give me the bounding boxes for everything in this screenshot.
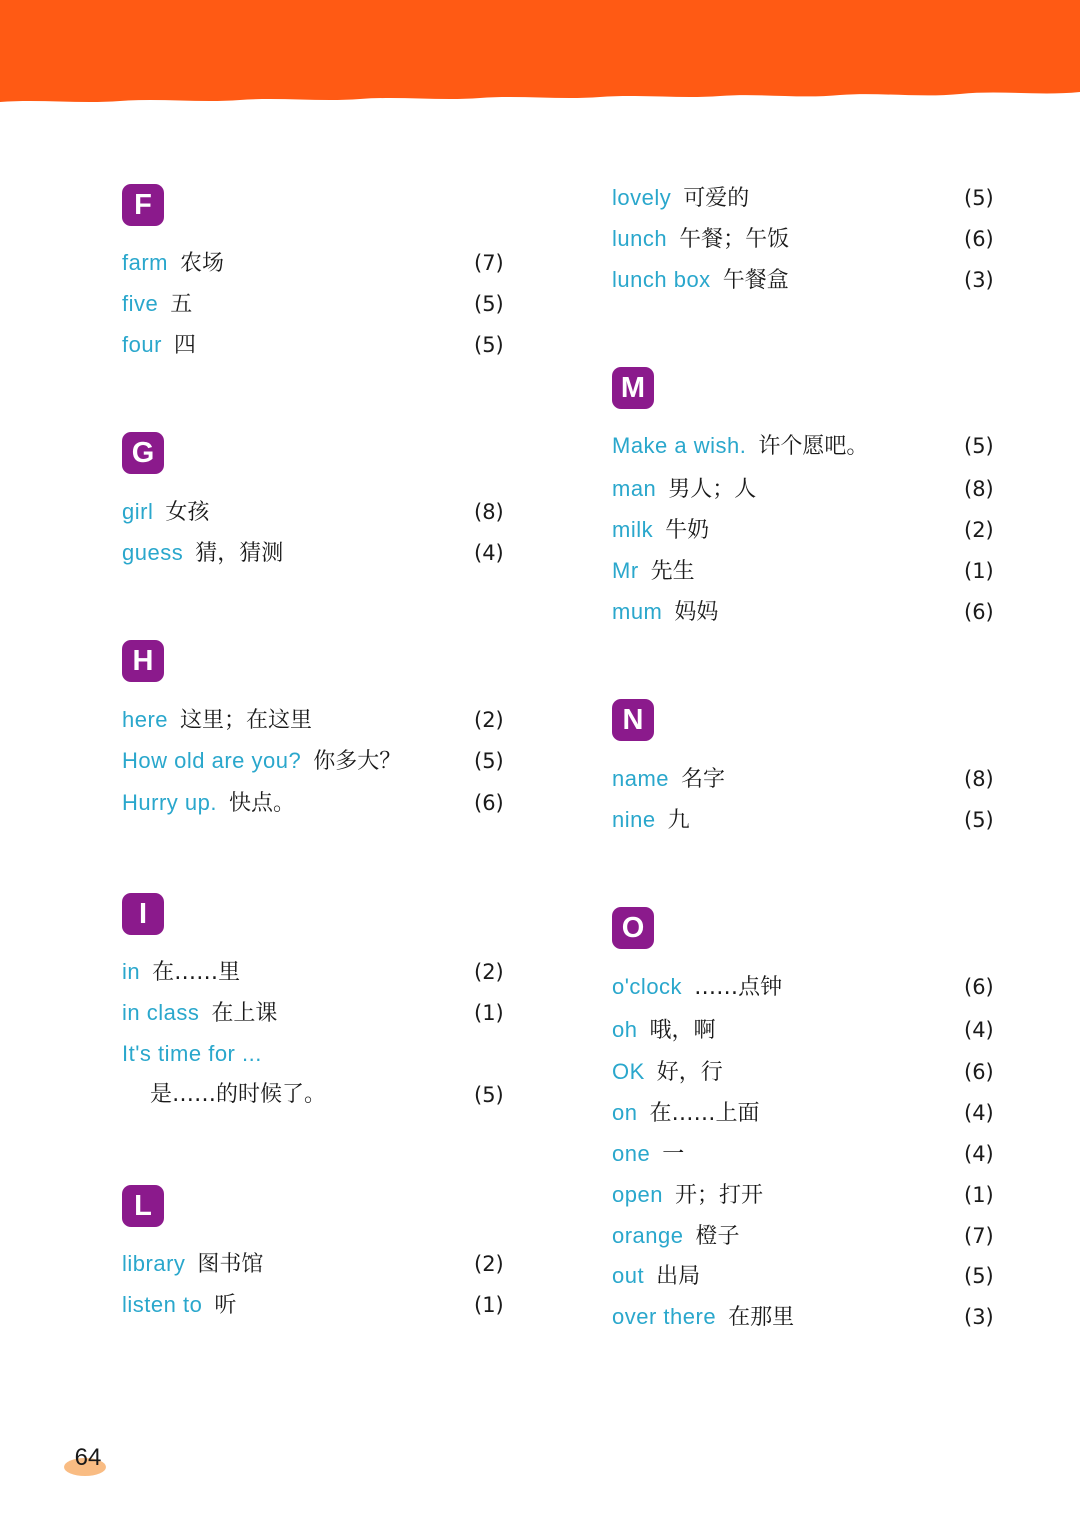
- list-item: [612, 515, 709, 545]
- list-item: [122, 248, 224, 278]
- unit-number: (5): [964, 808, 994, 832]
- chinese-meaning: 一: [662, 1142, 685, 1167]
- chinese-meaning: 图书馆: [197, 1252, 264, 1277]
- chinese-meaning: 九: [667, 808, 690, 833]
- top-decorative-band: [0, 0, 1080, 110]
- list-item: [612, 474, 756, 504]
- unit-number: (5): [964, 434, 994, 458]
- list-item: [122, 957, 240, 987]
- letter-badge-m: M: [612, 367, 654, 409]
- unit-number: (2): [964, 518, 994, 542]
- unit-number: (6): [964, 227, 994, 251]
- chinese-meaning: 女孩: [165, 500, 210, 525]
- unit-number: (6): [964, 975, 994, 999]
- chinese-meaning: 名字: [681, 767, 726, 792]
- list-item: [612, 224, 789, 254]
- unit-number: (7): [964, 1224, 994, 1248]
- list-item: [612, 1302, 794, 1332]
- letter-badge-g: G: [122, 432, 164, 474]
- english-word: milk: [612, 517, 654, 542]
- letter-badge-i: I: [122, 893, 164, 935]
- english-word: one: [612, 1141, 651, 1166]
- chinese-meaning: 男人；人: [668, 477, 757, 502]
- english-word: lovely: [612, 185, 672, 210]
- unit-number: (2): [474, 1252, 504, 1276]
- chinese-meaning: 你多大？: [313, 749, 402, 774]
- unit-number: (6): [964, 600, 994, 624]
- english-word: out: [612, 1263, 645, 1288]
- unit-number: (5): [474, 333, 504, 357]
- letter-badge-f: F: [122, 184, 164, 226]
- unit-number: (3): [964, 268, 994, 292]
- chinese-meaning: 午餐盒: [722, 268, 789, 293]
- chinese-meaning: 可爱的: [683, 186, 750, 211]
- english-word: in class: [122, 1000, 200, 1025]
- unit-number: (6): [474, 791, 504, 815]
- list-item: [612, 1180, 763, 1210]
- list-item: [612, 265, 789, 295]
- english-word: lunch box: [612, 267, 711, 292]
- english-word: Hurry up.: [122, 790, 217, 815]
- english-word: o'clock: [612, 974, 683, 999]
- chinese-meaning: 农场: [180, 251, 225, 276]
- english-word: oh: [612, 1017, 638, 1042]
- unit-number: (4): [474, 541, 504, 565]
- chinese-meaning: 先生: [650, 559, 695, 584]
- chinese-meaning: 橙子: [695, 1224, 740, 1249]
- english-word: on: [612, 1100, 638, 1125]
- chinese-meaning: 四: [173, 333, 196, 358]
- list-item: [122, 1290, 236, 1320]
- list-item: [612, 1261, 700, 1291]
- letter-badge-n: N: [612, 699, 654, 741]
- unit-number: (4): [964, 1101, 994, 1125]
- unit-number: (4): [964, 1018, 994, 1042]
- english-word: man: [612, 476, 657, 501]
- chinese-meaning: 快点。: [228, 791, 295, 816]
- chinese-meaning: 在上课: [211, 1001, 278, 1026]
- list-item: [122, 330, 196, 360]
- chinese-meaning: 听: [214, 1293, 237, 1318]
- english-word: four: [122, 332, 162, 357]
- chinese-meaning: 是……的时候了。: [150, 1082, 327, 1107]
- list-item: [612, 972, 782, 1002]
- english-word: open: [612, 1182, 663, 1207]
- english-word: OK: [612, 1059, 645, 1084]
- unit-number: (3): [964, 1305, 994, 1329]
- unit-number: (1): [964, 1183, 994, 1207]
- english-word: mum: [612, 599, 663, 624]
- english-word: Make a wish.: [612, 433, 747, 458]
- unit-number: (1): [964, 559, 994, 583]
- english-word: How old are you?: [122, 748, 302, 773]
- list-item: [612, 1139, 684, 1169]
- chinese-meaning: 午餐；午饭: [679, 227, 790, 252]
- list-item-continuation: [138, 1080, 326, 1110]
- letter-badge-o: O: [612, 907, 654, 949]
- chinese-meaning: 许个愿吧。: [758, 434, 869, 459]
- unit-number: (8): [964, 767, 994, 791]
- english-word: nine: [612, 807, 656, 832]
- list-item: [612, 183, 749, 213]
- list-item: [612, 1221, 740, 1251]
- chinese-meaning: 出局: [656, 1264, 701, 1289]
- unit-number: (5): [474, 292, 504, 316]
- unit-number: (6): [964, 1060, 994, 1084]
- unit-number: (8): [474, 500, 504, 524]
- list-item: [612, 556, 695, 586]
- english-word: guess: [122, 540, 184, 565]
- letter-badge-l: L: [122, 1185, 164, 1227]
- list-item: [122, 705, 312, 735]
- list-item: [612, 597, 718, 627]
- chinese-meaning: 开；打开: [674, 1183, 763, 1208]
- list-item: [122, 788, 295, 818]
- english-word: here: [122, 707, 169, 732]
- english-word: girl: [122, 499, 154, 524]
- unit-number: (8): [964, 477, 994, 501]
- english-word: orange: [612, 1223, 684, 1248]
- list-item: [122, 1039, 262, 1069]
- torn-paper-band: [0, 0, 1080, 110]
- chinese-meaning: 妈妈: [674, 600, 719, 625]
- list-item: [612, 1098, 760, 1128]
- english-word: library: [122, 1251, 186, 1276]
- unit-number: (5): [474, 749, 504, 773]
- list-item: [612, 805, 690, 835]
- english-word: lunch: [612, 226, 668, 251]
- list-item: [612, 431, 868, 461]
- unit-number: (7): [474, 251, 504, 275]
- chinese-meaning: 好，行: [656, 1060, 723, 1085]
- english-word: over there: [612, 1304, 717, 1329]
- unit-number: (2): [474, 708, 504, 732]
- chinese-meaning: 哦，啊: [649, 1018, 716, 1043]
- chinese-meaning: 在那里: [728, 1305, 795, 1330]
- chinese-meaning: 这里；在这里: [180, 708, 313, 733]
- list-item: [122, 538, 283, 568]
- unit-number: (5): [964, 186, 994, 210]
- list-item: [122, 497, 209, 527]
- list-item: [122, 289, 192, 319]
- unit-number: (5): [964, 1264, 994, 1288]
- english-word: in: [122, 959, 141, 984]
- list-item: [612, 1057, 723, 1087]
- chinese-meaning: 在……上面: [649, 1101, 760, 1126]
- chinese-meaning: 五: [170, 292, 193, 317]
- list-item: [612, 764, 725, 794]
- page-number: 64: [74, 1444, 102, 1471]
- chinese-meaning: 猜，猜测: [195, 541, 284, 566]
- list-item: [122, 998, 277, 1028]
- list-item: [122, 1249, 263, 1279]
- english-word: farm: [122, 250, 168, 275]
- chinese-meaning: 牛奶: [665, 518, 710, 543]
- unit-number: (2): [474, 960, 504, 984]
- list-item: [122, 746, 401, 776]
- unit-number: (4): [964, 1142, 994, 1166]
- english-word: name: [612, 766, 670, 791]
- english-word: Mr: [612, 558, 639, 583]
- chinese-meaning: ……点钟: [694, 975, 783, 1000]
- unit-number: (5): [474, 1083, 504, 1107]
- unit-number: (1): [474, 1001, 504, 1025]
- english-word: It's time for ...: [122, 1041, 262, 1066]
- english-word: listen to: [122, 1292, 203, 1317]
- unit-number: (1): [474, 1293, 504, 1317]
- letter-badge-h: H: [122, 640, 164, 682]
- chinese-meaning: 在……里: [152, 960, 241, 985]
- list-item: [612, 1015, 716, 1045]
- english-word: five: [122, 291, 159, 316]
